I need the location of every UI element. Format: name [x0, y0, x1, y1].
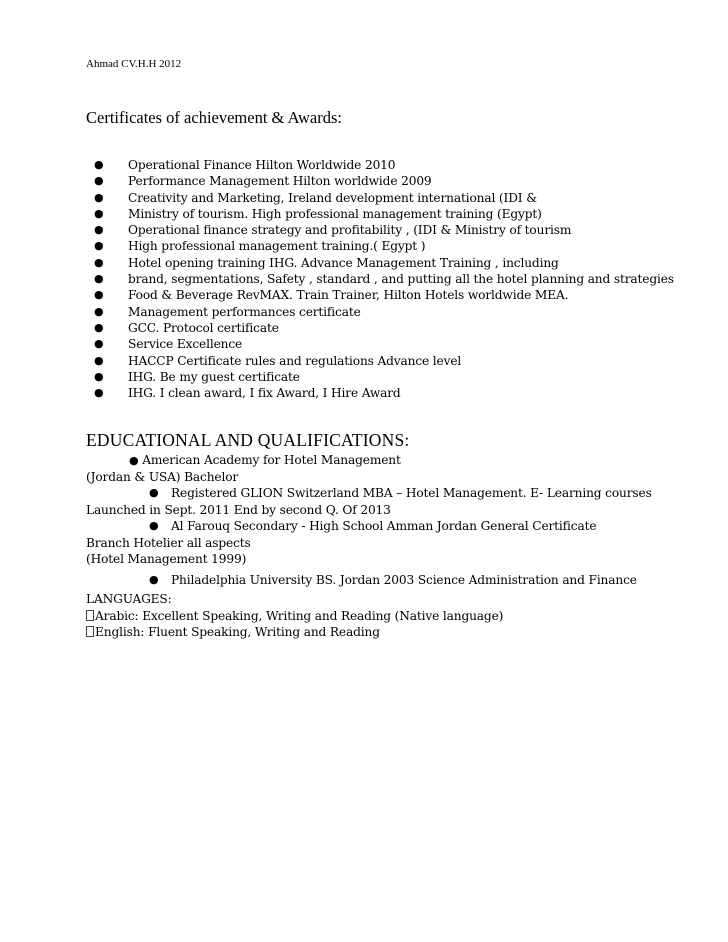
certificate-item: ● Hotel opening training IHG. Advance Management Training , including — [94, 255, 559, 270]
bullet-icon: ● — [94, 239, 104, 253]
languages-heading: LANGUAGES: — [86, 592, 172, 606]
certificates-list — [86, 157, 674, 401]
bullet-icon: ● — [149, 519, 159, 532]
education-entry: ● Philadelphia University BS. Jordan 2003 Science Administration and Finance — [149, 572, 637, 587]
bullet-icon: ● — [94, 206, 104, 220]
certificate-item: ● Service Excellence — [94, 337, 243, 352]
bullet-icon: ● — [94, 190, 104, 204]
certificate-item: ● IHG. I clean award, I fix Award, I Hire Award — [94, 386, 401, 401]
certificate-item: ● High professional management training.( Egypt ) — [94, 239, 426, 254]
education-detail: Launched in Sept. 2011 End by second Q. Of 2013 — [86, 502, 391, 517]
bullet-icon: ● — [129, 454, 139, 467]
certificate-item: ● Creativity and Marketing, Ireland development international (IDI & — [94, 190, 537, 205]
certificate-item: ● Management performances certificate — [94, 304, 361, 319]
certificate-item: ● HACCP Certificate rules and regulations Advance level — [94, 353, 462, 368]
education-detail: Branch Hotelier all aspects — [86, 535, 251, 550]
education-heading: EDUCATIONAL AND QUALIFICATIONS: — [86, 430, 410, 450]
checkbox-glyph-icon — [86, 626, 94, 637]
bullet-icon: ● — [94, 223, 104, 237]
checkbox-glyph-icon — [86, 610, 94, 621]
bullet-icon: ● — [94, 369, 104, 383]
bullet-icon: ● — [94, 320, 104, 334]
language-item: English: Fluent Speaking, Writing and Reading — [86, 624, 503, 641]
bullet-icon: ● — [94, 353, 104, 367]
certificate-item: ● Food & Beverage RevMAX. Train Trainer, Hilton Hotels worldwide MEA. — [94, 288, 569, 303]
certificate-item: ● Performance Management Hilton worldwide 2009 — [94, 174, 432, 189]
education-detail: (Hotel Management 1999) — [86, 552, 247, 566]
certificate-item: ● Operational finance strategy and profitability , (IDI & Ministry of tourism — [94, 223, 572, 238]
bullet-icon: ● — [94, 337, 104, 351]
certificates-heading: Certificates of achievement & Awards: — [86, 108, 342, 127]
language-item: Arabic: Excellent Speaking, Writing and Reading (Native language) — [86, 608, 503, 625]
bullet-icon: ● — [94, 272, 104, 286]
bullet-icon: ● — [94, 255, 104, 269]
bullet-icon: ● — [94, 288, 104, 302]
education-entry: ● American Academy for Hotel Management — [129, 453, 401, 467]
certificate-item: ● GCC. Protocol certificate — [94, 320, 279, 335]
education-section — [86, 452, 652, 588]
bullet-icon: ● — [94, 304, 104, 318]
education-entry: ● Al Farouq Secondary - High School Amman Jordan General Certificate — [149, 519, 597, 533]
certificate-item: ● brand, segmentations, Safety , standard , and putting all the hotel planning and strategies — [94, 272, 674, 287]
bullet-icon: ● — [94, 386, 104, 400]
certificate-item: ● Ministry of tourism. High professional management training (Egypt) — [94, 206, 542, 221]
certificate-item: ● IHG. Be my guest certificate — [94, 369, 300, 384]
education-detail: (Jordan & USA) Bachelor — [86, 469, 239, 484]
education-entry: ● Registered GLION Switzerland MBA – Hotel Management. E- Learning courses — [149, 486, 652, 500]
bullet-icon: ● — [94, 158, 104, 171]
bullet-icon: ● — [94, 174, 104, 188]
bullet-icon: ● — [149, 486, 159, 499]
languages-section — [86, 591, 503, 641]
certificate-item: ● Operational Finance Hilton Worldwide 2010 — [94, 158, 396, 172]
page-header: Ahmad CV.H.H 2012 — [86, 58, 182, 70]
bullet-icon: ● — [149, 572, 159, 586]
